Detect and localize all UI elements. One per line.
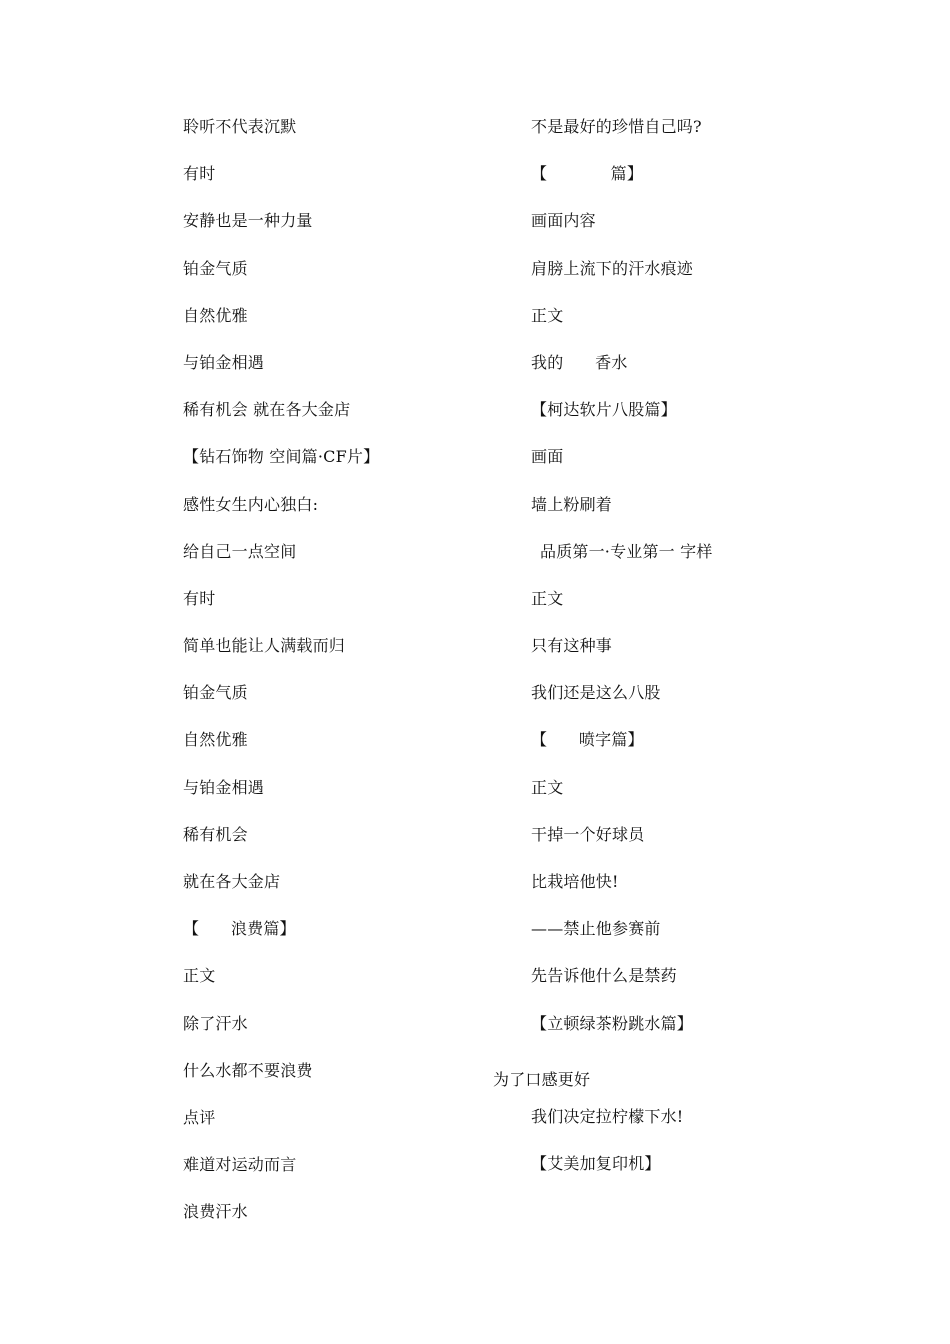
text-line: 给自己一点空间 (183, 541, 297, 561)
text-line: 什么水都不要浪费 (183, 1060, 313, 1080)
text-line: 画面内容 (531, 211, 596, 231)
text-line: 正文 (183, 966, 216, 986)
text-line: 为了口感更好 (493, 1069, 591, 1089)
section-heading: 【 浪费篇】 (183, 919, 296, 939)
text-line: 画面 (531, 447, 564, 467)
text-line: 我们还是这么八股 (531, 683, 661, 703)
text-line: 自然优雅 (183, 305, 248, 325)
section-heading: 【柯达软片八股篇】 (531, 400, 677, 420)
text-line: 与铂金相遇 (183, 352, 265, 372)
text-line: 稀有机会 (183, 824, 248, 844)
text-line: 稀有机会 就在各大金店 (183, 400, 351, 420)
text-line: 干掉一个好球员 (531, 824, 645, 844)
text-line: 墙上粉刷着 (531, 494, 613, 514)
text-line: ——禁止他参赛前 (531, 919, 661, 939)
text-line: 难道对运动而言 (183, 1155, 297, 1175)
text-line: 我们决定拉柠檬下水! (531, 1106, 684, 1126)
text-line: 先告诉他什么是禁药 (531, 966, 677, 986)
text-line: 只有这种事 (531, 636, 613, 656)
text-line: 正文 (531, 305, 564, 325)
text-line: 感性女生内心独白: (183, 494, 319, 514)
text-line: 浪费汗水 (183, 1202, 248, 1222)
text-line: 我的 香水 (531, 352, 628, 372)
text-line: 正文 (531, 588, 564, 608)
section-heading: 【立顿绿茶粉跳水篇】 (531, 1013, 694, 1033)
section-heading: 【钻石饰物 空间篇·CF片】 (183, 447, 380, 467)
section-heading: 【艾美加复印机】 (531, 1153, 661, 1173)
text-line: 铂金气质 (183, 258, 248, 278)
text-line: 点评 (183, 1107, 216, 1127)
text-line: 肩膀上流下的汗水痕迹 (531, 258, 694, 278)
text-line: 聆听不代表沉默 (183, 117, 297, 136)
text-line: 铂金气质 (183, 683, 248, 703)
text-line: 比栽培他快! (531, 872, 619, 891)
text-line: 简单也能让人满载而归 (183, 636, 346, 656)
section-heading: 【 喷字篇】 (531, 730, 644, 750)
text-line: 有时 (183, 164, 216, 184)
text-line: 品质第一·专业第一 字样 (540, 541, 713, 561)
text-line: 与铂金相遇 (183, 777, 265, 797)
section-heading: 【 篇】 (531, 164, 644, 184)
text-line: 自然优雅 (183, 730, 248, 750)
right-column (493, 116, 861, 1200)
text-line: 安静也是一种力量 (183, 211, 313, 231)
left-column (183, 116, 483, 1249)
text-line: 除了汗水 (183, 1013, 248, 1033)
text-line: 有时 (183, 588, 216, 608)
text-line: 不是最好的珍惜自己吗? (531, 117, 702, 136)
text-line: 正文 (531, 777, 564, 797)
text-line: 就在各大金店 (183, 872, 281, 891)
